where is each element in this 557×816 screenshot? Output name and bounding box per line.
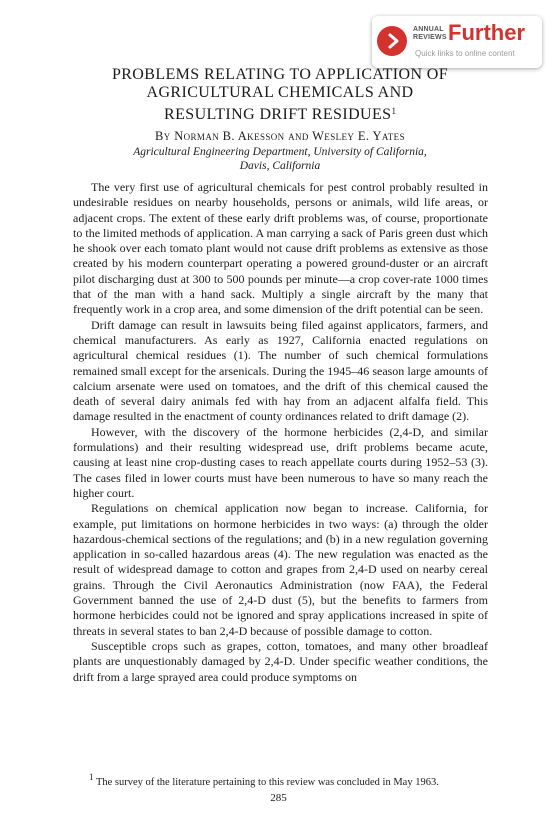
affiliation-line: Agricultural Engineering Department, University of California, [133, 146, 427, 158]
article-title [60, 66, 500, 124]
affiliation [60, 145, 500, 173]
authors: Norman B. Akesson and Wesley E. Yates [174, 129, 405, 143]
annual-reviews-further-badge[interactable] [372, 16, 542, 68]
body-paragraph: Susceptible crops such as grapes, cotton, tomatoes, and many other broadleaf plants are unquestionably damaged by 2,4-D. Under specific weather conditions, the drift from a large sprayed area could produce symptoms on [73, 638, 488, 684]
annual-reviews-logo-text [413, 26, 447, 42]
further-subtitle: Quick links to online content [415, 49, 515, 58]
article-body [73, 180, 488, 685]
title-line: PROBLEMS RELATING TO APPLICATION OF [111, 66, 449, 83]
body-paragraph: Drift damage can result in lawsuits being filed against applicators, farmers, and chemical manufacturers. As early as 1927, California enacted regulations on agricultural chemical residues (1). The number of such chemical formulations remained small except for the arsenicals. During the 1945–46 season large amounts of calcium arsenate were used on tomatoes, and the drift of this chemical caused the death of several dairy animals fed with hay from an adjacent alfalfa field. This damage resulted in the enactment of county ordinances related to drift damage (2). [73, 317, 488, 424]
further-arrow-icon [377, 26, 407, 56]
brand-line-1: ANNUAL [413, 26, 444, 33]
byline [60, 128, 500, 144]
title-line: AGRICULTURAL CHEMICALS AND [146, 84, 414, 101]
affiliation-line: Davis, California [239, 160, 321, 172]
body-paragraph: Regulations on chemical application now began to increase. California, for example, put limitations on hormone herbicides in two ways: (a) through the older hazardous-chemical sections of the regulations; and (b) in a new regulation governing application in so-called hazardous areas (4). The new regulation was enacted as the result of widespread damage to cotton and grapes from 2,4-D used on nearby cereal grains. Through the Civil Aeronautics Administration (now FAA), the Federal Government banned the use of 2,4-D dust (5), but the benefits to farmers from hormone herbicides could not be ignored and spray applications increased in spite of threats in several states to ban 2,4-D because of possible damage to cotton. [73, 501, 488, 638]
footnote-text: The survey of the literature pertaining to this review was concluded in May 1963. [95, 777, 439, 788]
title-line-text: RESULTING DRIFT RESIDUES [164, 106, 392, 123]
body-paragraph: However, with the discovery of the hormone herbicides (2,4-D, and similar formulations) and their resulting widespread use, drift problems became acute, causing at least nine crop-dusting cases to reach appellate courts during 1952–53 (3). The cases filed in lower courts must have been numerous to have so many reach the higher court. [73, 424, 488, 500]
page-number: 285 [270, 792, 287, 804]
footnote-marker: 1 [89, 772, 94, 782]
title-line [60, 102, 500, 124]
body-paragraph: The very first use of agricultural chemicals for pest control probably resulted in undesirable residues on nearby households, persons or animals, wild life areas, or adjacent crops. The extent of these early drift problems was, of course, proportionate to the limited methods of application. A man carrying a sack of Paris green dust which he shook over each tomato plant would not cause drift problems as extensive as those created by his modern counterpart operating a powered ground-duster or an aircraft pilot discharging dust at 300 to 500 pounds per minute—a crop cover-rate 1000 times that of the man with a hand sack. Multiply a single aircraft by the many that frequently work in a crop area, and some dimension of the drift potential can be seen. [73, 180, 488, 317]
title-footnote-marker[interactable]: 1 [391, 106, 396, 116]
byline-prefix: By [155, 129, 171, 143]
footnote [73, 771, 488, 789]
brand-line-2: REVIEWS [413, 34, 447, 41]
further-word: Further [448, 20, 525, 45]
